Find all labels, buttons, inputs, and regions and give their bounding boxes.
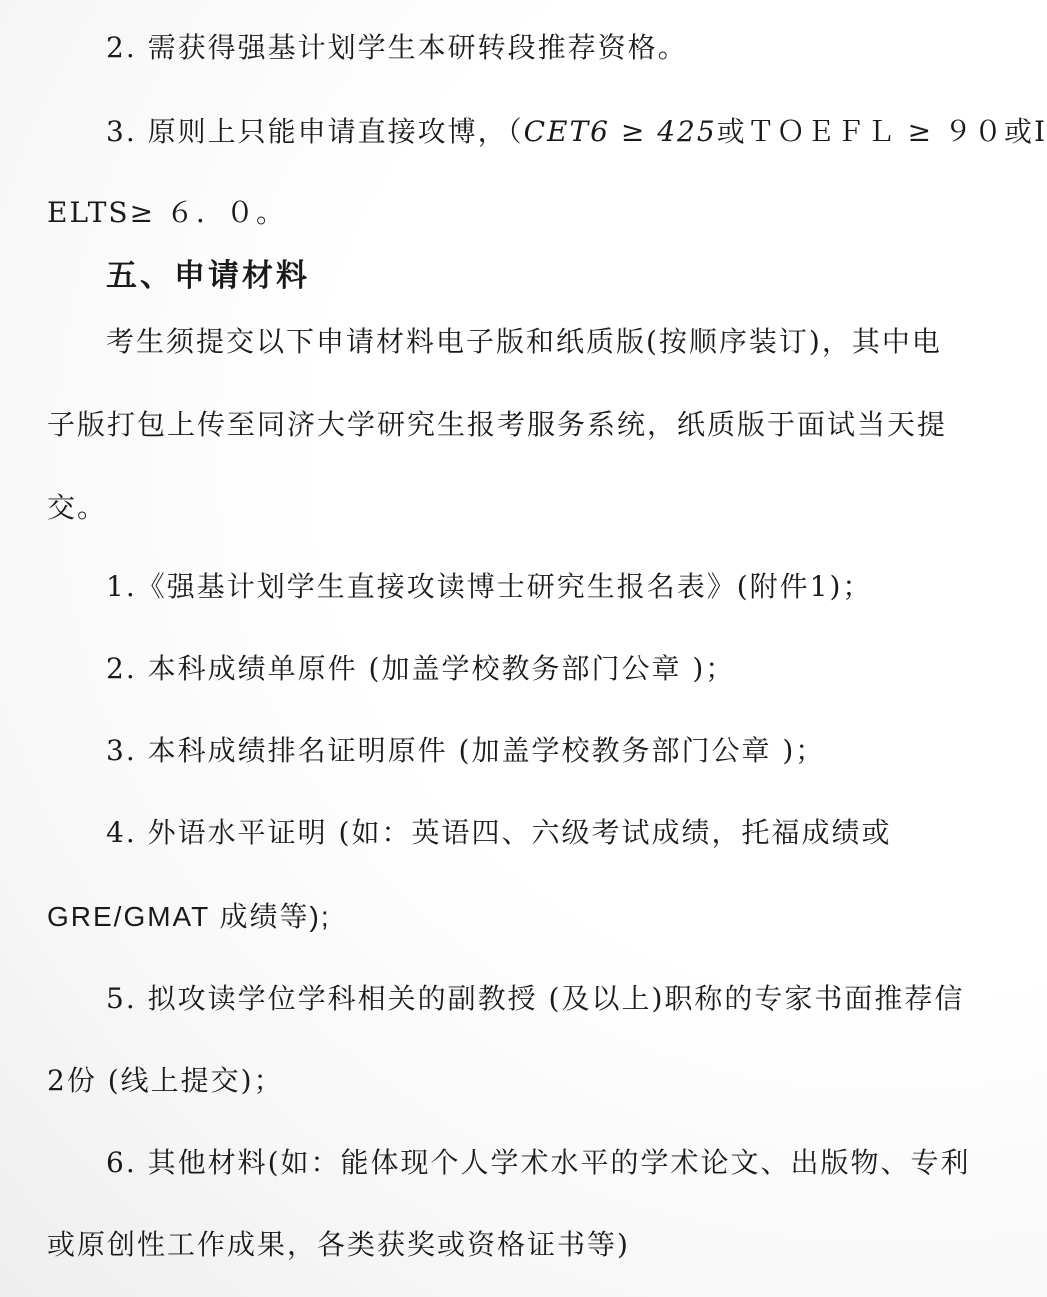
material-item-6-continued: 或原创性工作成果，各类获奖或资格证书等) — [47, 1228, 630, 1261]
material-item-4: 4. 外语水平证明 (如：英语四、六级考试成绩，托福成绩或 — [106, 816, 892, 849]
material-item-2: 2. 本科成绩单原件 (加盖学校教务部门公章 )； — [106, 652, 736, 685]
requirement-2: 2. 需获得强基计划学生本研转段推荐资格。 — [106, 31, 688, 64]
cet6-formula: CET6 ≥ 425 — [523, 115, 717, 148]
material-item-6: 6. 其他材料(如：能体现个人学术水平的学术论文、出版物、专利 — [106, 1146, 971, 1179]
toefl-ielts-text: 或ＴＯＥＦＬ ≥ ９０或I — [716, 115, 1047, 148]
paragraph-line-3: 交。 — [47, 491, 108, 524]
paragraph-line-1: 考生须提交以下申请材料电子版和纸质版(按顺序装订)，其中电 — [106, 325, 942, 358]
section-heading: 五、申请材料 — [106, 258, 310, 294]
material-item-3: 3. 本科成绩排名证明原件 (加盖学校教务部门公章 )； — [106, 734, 826, 767]
material-item-4-continued: GRE/GMAT 成绩等); — [47, 901, 331, 932]
material-item-5-continued: 2份 (线上提交)； — [47, 1064, 284, 1097]
material-item-5: 5. 拟攻读学位学科相关的副教授 (及以上)职称的专家书面推荐信 — [106, 982, 965, 1015]
requirement-3 — [106, 112, 1047, 152]
paragraph-line-2: 子版打包上传至同济大学研究生报考服务系统，纸质版于面试当天提 — [47, 408, 948, 441]
material-item-1: 1.《强基计划学生直接攻读博士研究生报名表》(附件1)； — [106, 570, 873, 603]
requirement-3-text: 3. 原则上只能申请直接攻博，（ — [106, 115, 524, 148]
requirement-3-continued: ELTS≥ ６．０。 — [47, 196, 286, 229]
